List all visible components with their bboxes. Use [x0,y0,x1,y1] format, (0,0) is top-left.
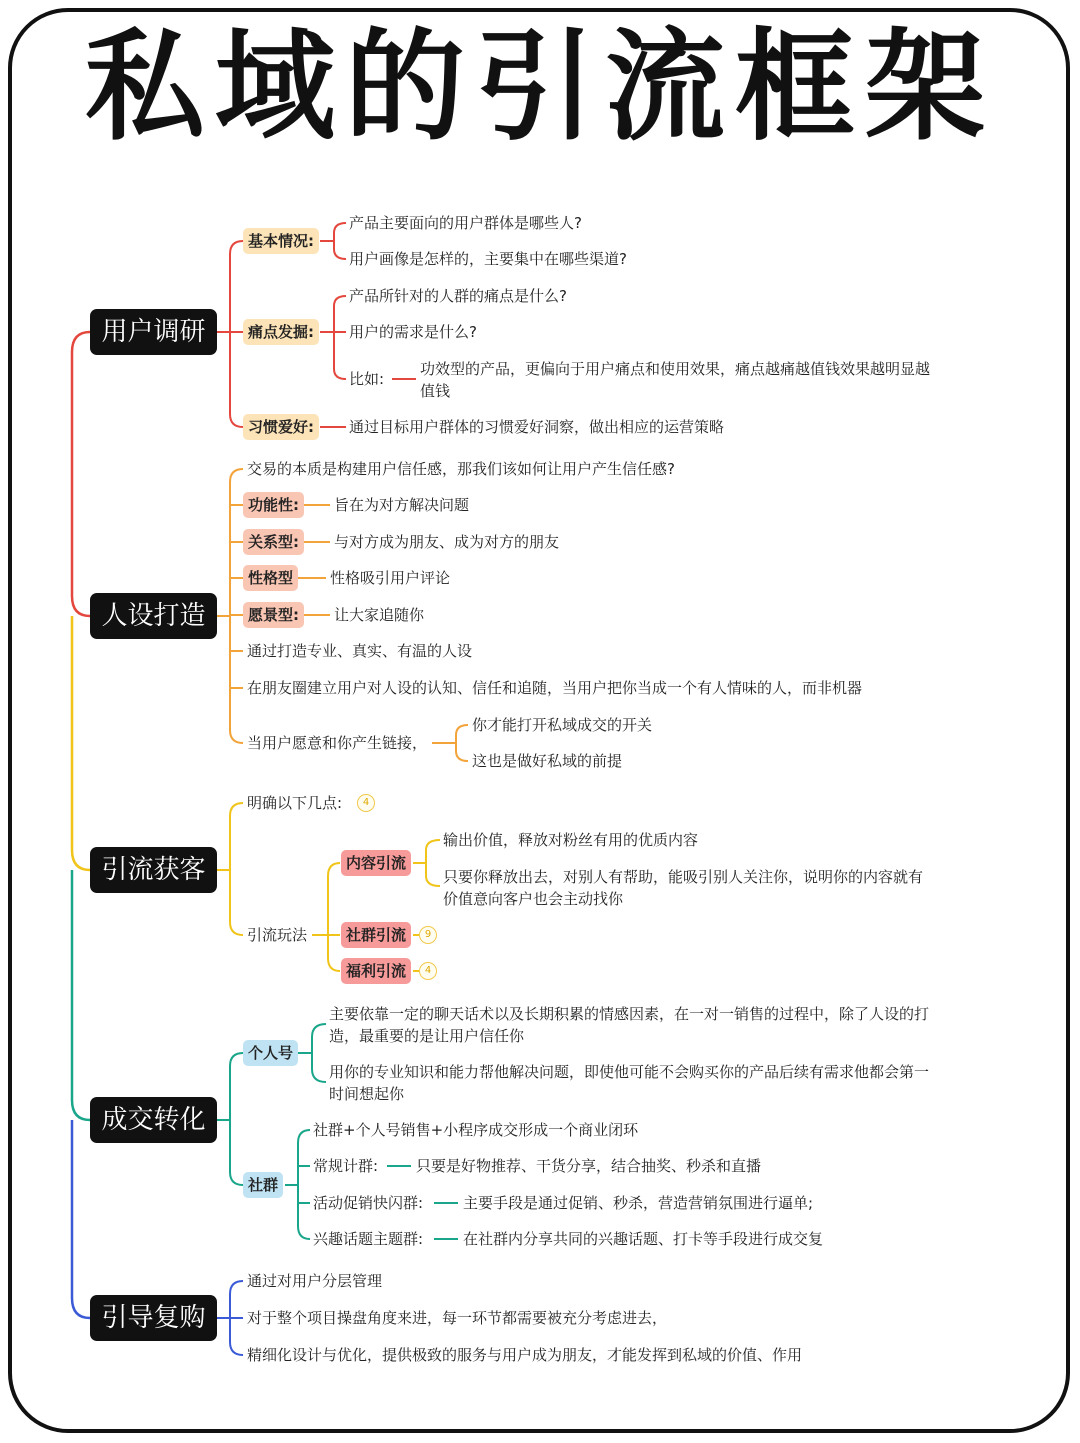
method-label: 引流玩法 [247,926,308,944]
basic-item-2: 用户画像是怎样的，主要集中在哪些渠道? [349,250,627,268]
pain-item-1: 产品所针对的人群的痛点是什么? [349,287,567,305]
tag-vision: 愿景型: [243,602,304,628]
branch-repurchase: 引导复购 [90,1295,217,1341]
tag-habits: 习惯爱好: [243,414,319,440]
tag-welfare-traffic: 福利引流 [341,958,411,984]
clarify-text: 明确以下几点: [247,794,343,812]
link-label: 当用户愿意和你产生链接， [247,734,428,752]
group-row-1-label: 常规计群: [313,1157,379,1175]
group-row-1-text: 只要是好物推荐、干货分享，结合抽奖、秒杀和直播 [416,1157,762,1175]
personal-item-1: 主要依靠一定的聊天话术以及长期积累的情感因素，在一对一销售的过程中，除了人设的打造，最重要的是让用户信任你 [329,1005,930,1045]
pain-item-2: 用户的需求是什么? [349,323,477,341]
relational-text: 与对方成为朋友、成为对方的朋友 [334,533,560,551]
group-row-2-label: 活动促销快闪群: [313,1194,424,1212]
group-row-3-label: 兴趣话题主题群: [313,1230,424,1248]
tag-relational: 关系型: [243,529,304,555]
tag-personal-account: 个人号 [243,1040,298,1066]
persona-line-1: 通过打造专业、真实、有温的人设 [247,642,473,660]
vision-text: 让大家追随你 [334,606,425,624]
example-label: 比如: [349,370,385,388]
tag-content-traffic: 内容引流 [341,850,411,876]
repurchase-item-1: 通过对用户分层管理 [247,1272,383,1290]
link-item-2: 这也是做好私域的前提 [472,752,623,770]
tag-functional: 功能性: [243,492,304,518]
tag-community: 社群 [243,1172,283,1198]
welfare-count-badge[interactable]: 4 [419,962,437,980]
content-item-1: 输出价值，释放对粉丝有用的优质内容 [443,831,699,849]
tag-character: 性格型 [243,565,298,591]
content-item-2: 只要你释放出去，对别人有帮助，能吸引别人关注你，说明你的内容就有价值意向客户也会主动找你 [443,868,924,908]
example-text: 功效型的产品，更偏向于用户痛点和使用效果，痛点越痛越值钱效果越明显越值钱 [420,360,931,400]
persona-line-2: 在朋友圈建立用户对人设的认知、信任和追随，当用户把你当成一个有人情味的人，而非机器 [247,679,863,697]
community-count-badge[interactable]: 9 [419,926,437,944]
tag-pain-points: 痛点发掘: [243,319,319,345]
persona-intro: 交易的本质是构建用户信任感，那我们该如何让用户产生信任感? [247,460,675,478]
group-row-3-text: 在社群内分享共同的兴趣话题、打卡等手段进行成交复 [463,1230,824,1248]
repurchase-item-2: 对于整个项目操盘角度来进，每一环节都需要被充分考虑进去， [247,1309,668,1327]
branch-persona: 人设打造 [90,593,217,639]
page-title: 私域的引流框架 [85,18,995,157]
branch-conversion: 成交转化 [90,1097,217,1143]
group-row-2-text: 主要手段是通过促销、秒杀，营造营销氛围进行逼单; [463,1194,814,1212]
character-text: 性格吸引用户评论 [330,569,451,587]
personal-item-2: 用你的专业知识和能力帮他解决问题，即使他可能不会购买你的产品后续有需求他都会第一时间想起你 [329,1063,930,1103]
repurchase-item-3: 精细化设计与优化，提供极致的服务与用户成为朋友，才能发挥到私域的价值、作用 [247,1346,803,1364]
basic-item-1: 产品主要面向的用户群体是哪些人? [349,214,582,232]
tag-community-traffic: 社群引流 [341,922,411,948]
clarify-count-badge[interactable]: 4 [357,794,375,812]
tag-basic-info: 基本情况: [243,228,319,254]
functional-text: 旨在为对方解决问题 [334,496,470,514]
habit-text: 通过目标用户群体的习惯爱好洞察，做出相应的运营策略 [349,418,725,436]
group-intro: 社群+个人号销售+小程序成交形成一个商业闭环 [313,1121,639,1139]
branch-user-research: 用户调研 [90,309,217,355]
branch-acquisition: 引流获客 [90,847,217,893]
link-item-1: 你才能打开私域成交的开关 [472,716,653,734]
